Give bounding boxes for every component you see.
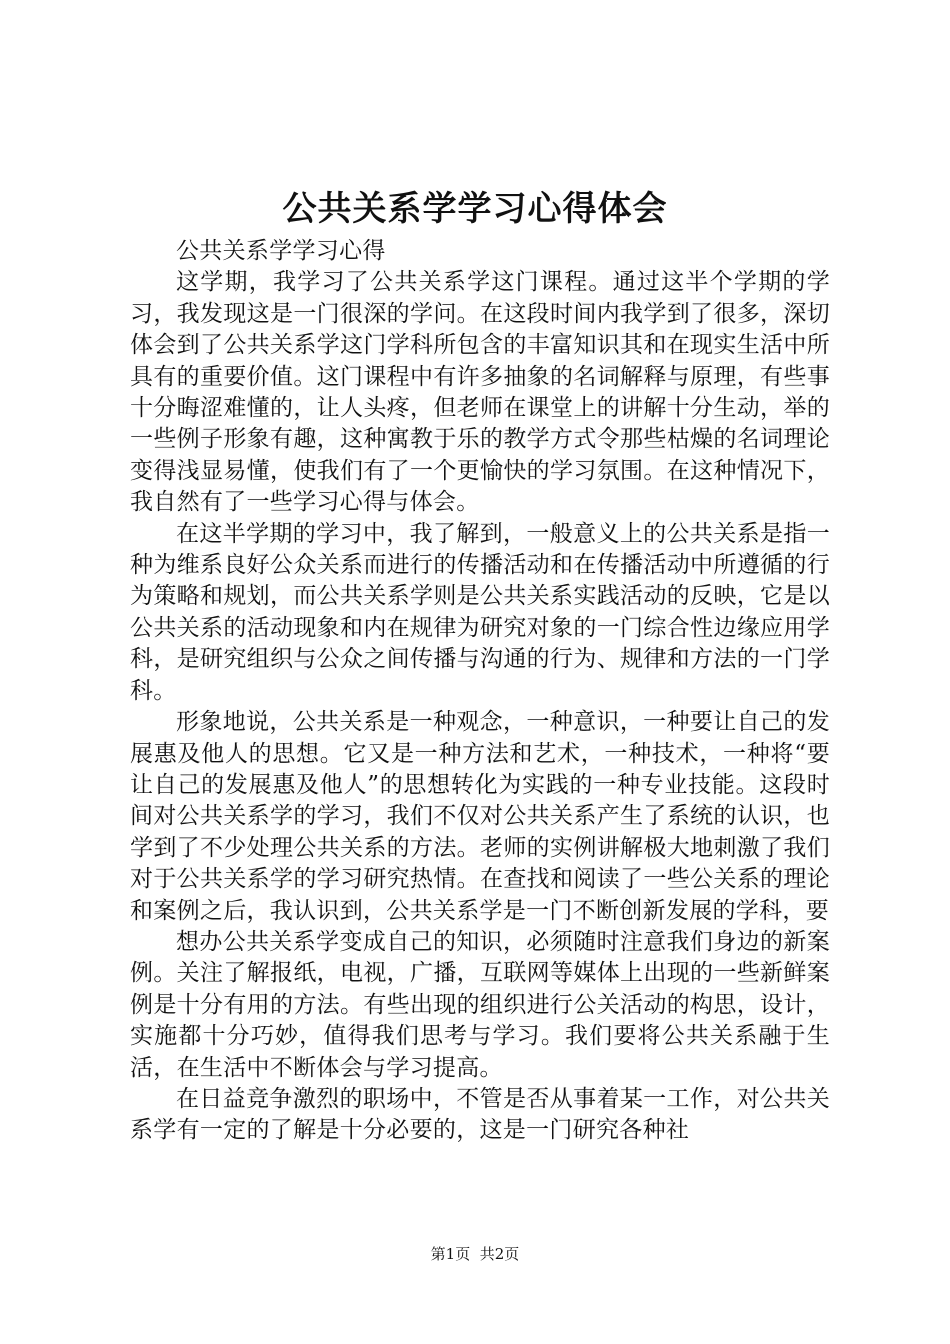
document-title: 公共关系学学习心得体会 [282, 189, 668, 229]
page-total: 共2页 [479, 1245, 520, 1263]
paragraph-subtitle: 公共关系学学习心得 [176, 238, 386, 264]
paragraph: 在日益竞争激烈的职场中，不管是否从事着某一工作，对公共关系学有一定的了解是十分必要的，这是一门研究各种社 [130, 1085, 830, 1144]
page-number: 第1页 [430, 1245, 471, 1263]
paragraph: 形象地说，公共关系是一种观念，一种意识，一种要让自己的发展惠及他人的思想。它又是一种方法和艺术，一种技术，一种将“要让自己的发展惠及他人”的思想转化为实践的一种专业技能。这段时间对公共关系学的学习，我们不仅对公共关系产生了系统的认识，也学到了不少处理公共关系的方法。老师的实例讲解极大地刺激了我们对于公共关系学的学习研究热情。在查找和阅读了一些公关系的理论和案例之后，我认识到，公共关系学是一门不断创新发展的学科，要 [130, 709, 830, 924]
document-body [130, 236, 830, 1147]
paragraph: 想办公共关系学变成自己的知识，必须随时注意我们身边的新案例。关注了解报纸，电视，广播，互联网等媒体上出现的一些新鲜案例是十分有用的方法。有些出现的组织进行公关活动的构思，设计，实施都十分巧妙，值得我们思考与学习。我们要将公共关系融于生活，在生活中不断体会与学习提高。 [130, 928, 830, 1081]
page-footer [0, 1244, 950, 1264]
paragraph: 这学期，我学习了公共关系学这门课程。通过这半个学期的学习，我发现这是一门很深的学问。在这段时间内我学到了很多，深切体会到了公共关系学这门学科所包含的丰富知识其和在现实生活中所具有的重要价值。这门课程中有许多抽象的名词解释与原理，有些事十分晦涩难懂的，让人头疼，但老师在课堂上的讲解十分生动，举的一些例子形象有趣，这种寓教于乐的教学方式令那些枯燥的名词理论变得浅显易懂，使我们有了一个更愉快的学习氛围。在这种情况下，我自然有了一些学习心得与体会。 [130, 269, 830, 516]
paragraph: 在这半学期的学习中，我了解到，一般意义上的公共关系是指一种为维系良好公众关系而进行的传播活动和在传播活动中所遵循的行为策略和规划，而公共关系学则是公共关系实践活动的反映，它是以公共关系的活动现象和内在规律为研究对象的一门综合性边缘应用学科，是研究组织与公众之间传播与沟通的行为、规律和方法的一门学科。 [130, 520, 830, 704]
